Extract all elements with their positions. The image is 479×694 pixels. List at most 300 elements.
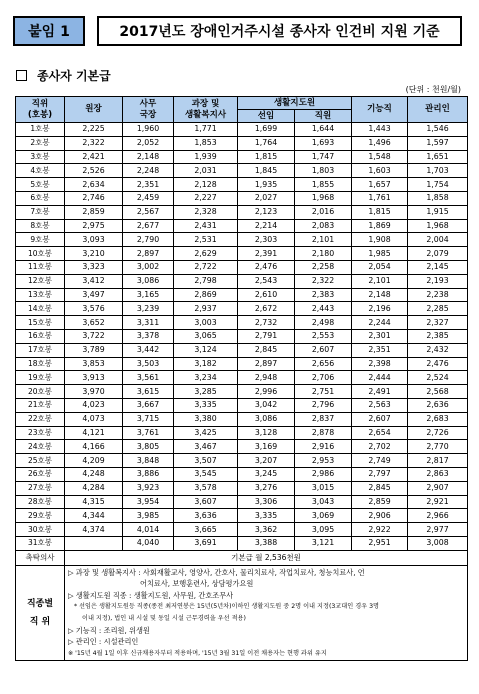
grade-cell: 12호봉 (16, 274, 65, 288)
salary-cell: 4,073 (65, 412, 123, 426)
salary-cell: 3,667 (123, 398, 174, 412)
header-secretary: 사무 국장 (123, 97, 174, 123)
grade-cell: 22호봉 (16, 412, 65, 426)
table-row (16, 536, 468, 550)
salary-cell: 2,791 (238, 329, 295, 343)
salary-cell: 4,248 (65, 467, 123, 481)
salary-cell: 2,702 (352, 440, 408, 454)
salary-cell: 1,747 (295, 150, 352, 164)
salary-cell: 3,003 (174, 316, 238, 330)
salary-cell: 2,837 (295, 412, 352, 426)
salary-cell: 2,101 (352, 274, 408, 288)
header-technical: 기능직 (352, 97, 408, 123)
salary-cell: 2,444 (352, 371, 408, 385)
grade-cell: 9호봉 (16, 233, 65, 247)
salary-cell: 2,797 (352, 467, 408, 481)
salary-cell: 3,210 (65, 247, 123, 261)
salary-cell: 2,656 (295, 357, 352, 371)
salary-cell: 2,845 (352, 481, 408, 495)
salary-cell: 3,467 (174, 440, 238, 454)
salary-cell: 2,459 (123, 191, 174, 205)
salary-cell: 3,442 (123, 343, 174, 357)
description-label: 직종별 직 위 (16, 565, 65, 661)
salary-cell: 2,553 (295, 329, 352, 343)
desc-line: ※ '15년 4월 1일 이후 신규채용자부터 적용하며, '15년 3월 31일 이전 채용자는 현행 과위 유지 (68, 649, 327, 657)
desc-line: 어치료사, 보행훈련사, 상담평가요원 (140, 579, 254, 589)
table-row (16, 481, 468, 495)
salary-cell: 3,636 (174, 509, 238, 523)
salary-cell: 2,322 (65, 136, 123, 150)
salary-cell: 3,576 (65, 302, 123, 316)
salary-cell: 2,079 (408, 247, 468, 261)
salary-cell: 2,145 (408, 260, 468, 274)
salary-cell: 1,754 (408, 178, 468, 192)
salary-cell: 3,561 (123, 371, 174, 385)
salary-cell: 2,897 (238, 357, 295, 371)
table-row (16, 233, 468, 247)
salary-cell: 2,796 (295, 398, 352, 412)
salary-cell: 3,311 (123, 316, 174, 330)
salary-cell: 2,897 (123, 247, 174, 261)
attachment-tag: 붙임 1 (13, 16, 85, 46)
table-row (16, 164, 468, 178)
salary-cell: 2,906 (352, 509, 408, 523)
salary-cell: 3,086 (123, 274, 174, 288)
table-row (16, 343, 468, 357)
salary-cell: 2,148 (352, 288, 408, 302)
salary-cell: 2,303 (238, 233, 295, 247)
salary-cell: 4,209 (65, 454, 123, 468)
salary-cell: 1,960 (123, 123, 174, 137)
salary-cell: 2,863 (408, 467, 468, 481)
salary-cell: 2,672 (238, 302, 295, 316)
salary-cell: 1,853 (174, 136, 238, 150)
salary-cell: 2,845 (238, 343, 295, 357)
salary-cell: 2,498 (295, 316, 352, 330)
salary-cell: 2,083 (295, 219, 352, 233)
salary-cell: 1,651 (408, 150, 468, 164)
table-row (16, 357, 468, 371)
table-row (16, 123, 468, 137)
salary-cell: 3,335 (238, 509, 295, 523)
salary-cell: 1,657 (352, 178, 408, 192)
table-row (16, 426, 468, 440)
grade-cell: 3호봉 (16, 150, 65, 164)
salary-cell: 1,845 (238, 164, 295, 178)
salary-cell: 2,916 (295, 440, 352, 454)
salary-cell: 4,014 (123, 523, 174, 537)
salary-cell: 2,722 (174, 260, 238, 274)
salary-cell: 2,563 (352, 398, 408, 412)
salary-table-body (16, 123, 468, 551)
salary-cell: 4,040 (123, 536, 174, 550)
salary-cell: 1,548 (352, 150, 408, 164)
salary-cell: 2,567 (123, 205, 174, 219)
salary-cell: 2,421 (65, 150, 123, 164)
table-row (16, 205, 468, 219)
salary-cell: 1,496 (352, 136, 408, 150)
salary-cell: 4,284 (65, 481, 123, 495)
salary-cell: 2,351 (352, 343, 408, 357)
salary-cell: 2,123 (238, 205, 295, 219)
salary-cell: 1,644 (295, 123, 352, 137)
salary-cell: 3,615 (123, 385, 174, 399)
salary-cell: 2,432 (408, 343, 468, 357)
grade-cell: 7호봉 (16, 205, 65, 219)
desc-line: ▷ 과장 및 생활복지사 : 사회재활교사, 영양사, 간호사, 물리치료사, 작업치료사, 청능치료사, 언 (68, 567, 365, 577)
salary-cell: 2,238 (408, 288, 468, 302)
table-row (16, 454, 468, 468)
section-title: 종사자 기본급 (37, 69, 111, 83)
salary-cell: 2,568 (408, 385, 468, 399)
salary-cell: 2,258 (295, 260, 352, 274)
salary-cell: 1,915 (408, 205, 468, 219)
salary-cell: 2,443 (295, 302, 352, 316)
salary-cell: 3,245 (238, 467, 295, 481)
salary-cell: 4,344 (65, 509, 123, 523)
salary-cell: 3,285 (174, 385, 238, 399)
salary-cell: 2,248 (123, 164, 174, 178)
table-row (16, 288, 468, 302)
salary-cell: 2,328 (174, 205, 238, 219)
grade-cell: 19호봉 (16, 371, 65, 385)
salary-cell: 2,543 (238, 274, 295, 288)
grade-cell: 6호봉 (16, 191, 65, 205)
salary-cell (65, 536, 123, 550)
section-heading (16, 67, 111, 84)
header-life-teacher: 생활지도원 (238, 97, 352, 110)
salary-cell: 3,065 (174, 329, 238, 343)
salary-cell: 1,935 (238, 178, 295, 192)
salary-cell: 3,886 (123, 467, 174, 481)
salary-cell: 2,385 (408, 329, 468, 343)
salary-cell: 1,815 (352, 205, 408, 219)
salary-cell: 2,907 (408, 481, 468, 495)
salary-cell: 3,380 (174, 412, 238, 426)
salary-cell: 3,378 (123, 329, 174, 343)
salary-cell: 1,815 (238, 150, 295, 164)
salary-cell: 2,921 (408, 495, 468, 509)
grade-cell: 29호봉 (16, 509, 65, 523)
salary-cell: 3,853 (65, 357, 123, 371)
table-row (16, 219, 468, 233)
salary-cell: 4,315 (65, 495, 123, 509)
salary-cell: 2,996 (238, 385, 295, 399)
salary-cell: 2,225 (65, 123, 123, 137)
salary-cell: 4,166 (65, 440, 123, 454)
table-row (16, 440, 468, 454)
table-row (16, 495, 468, 509)
salary-cell: 3,545 (174, 467, 238, 481)
table-row (16, 302, 468, 316)
salary-cell: 3,239 (123, 302, 174, 316)
salary-cell: 1,855 (295, 178, 352, 192)
salary-cell: 2,285 (408, 302, 468, 316)
salary-cell: 4,121 (65, 426, 123, 440)
desc-line: ▷ 기능직 : 조리원, 위생원 (68, 625, 150, 635)
salary-cell: 2,869 (174, 288, 238, 302)
table-row (16, 523, 468, 537)
unit-label: (단위 : 천원/월) (405, 85, 461, 94)
salary-cell: 1,771 (174, 123, 238, 137)
salary-cell: 3,761 (123, 426, 174, 440)
grade-cell: 30호봉 (16, 523, 65, 537)
salary-cell: 2,524 (408, 371, 468, 385)
salary-cell: 2,986 (295, 467, 352, 481)
salary-cell: 2,607 (295, 343, 352, 357)
salary-cell: 3,388 (238, 536, 295, 550)
document-title: 2017년도 장애인거주시설 종사자 인건비 지원 기준 (97, 16, 462, 46)
salary-cell: 3,954 (123, 495, 174, 509)
salary-cell: 2,726 (408, 426, 468, 440)
header-admin: 관리인 (408, 97, 468, 123)
salary-cell: 3,578 (174, 481, 238, 495)
salary-cell: 3,008 (408, 536, 468, 550)
grade-cell: 25호봉 (16, 454, 65, 468)
salary-cell: 2,476 (408, 357, 468, 371)
salary-cell: 2,004 (408, 233, 468, 247)
grade-cell: 18호봉 (16, 357, 65, 371)
salary-cell: 3,306 (238, 495, 295, 509)
salary-cell: 2,948 (238, 371, 295, 385)
salary-cell: 1,968 (295, 191, 352, 205)
table-row (16, 412, 468, 426)
salary-cell: 2,383 (295, 288, 352, 302)
salary-cell: 3,121 (295, 536, 352, 550)
salary-cell: 3,165 (123, 288, 174, 302)
table-row (16, 509, 468, 523)
salary-cell: 3,722 (65, 329, 123, 343)
salary-cell: 3,503 (123, 357, 174, 371)
salary-cell: 2,607 (352, 412, 408, 426)
salary-cell: 2,054 (352, 260, 408, 274)
salary-cell: 2,531 (174, 233, 238, 247)
table-row (16, 371, 468, 385)
grade-cell: 20호봉 (16, 385, 65, 399)
salary-cell: 2,683 (408, 412, 468, 426)
desc-line: ▷ 관리인 : 시설관리인 (68, 637, 139, 647)
salary-cell: 2,052 (123, 136, 174, 150)
salary-cell: 2,677 (123, 219, 174, 233)
table-row (16, 191, 468, 205)
salary-cell: 3,169 (238, 440, 295, 454)
salary-cell: 3,128 (238, 426, 295, 440)
salary-cell: 2,937 (174, 302, 238, 316)
salary-cell: 2,654 (352, 426, 408, 440)
salary-cell: 3,970 (65, 385, 123, 399)
salary-cell: 1,803 (295, 164, 352, 178)
salary-cell: 2,629 (174, 247, 238, 261)
desc-line: * 선임은 생활지도원등 직종(종전 최저연봉은 15년(5년차)이하인 생활지도원 중 2명 이내 지정(3교대인 경우 3명 (74, 603, 380, 611)
salary-cell: 4,023 (65, 398, 123, 412)
salary-cell: 1,985 (352, 247, 408, 261)
salary-cell: 2,636 (408, 398, 468, 412)
salary-cell: 2,244 (352, 316, 408, 330)
salary-cell: 2,770 (408, 440, 468, 454)
salary-cell: 3,234 (174, 371, 238, 385)
salary-cell: 3,665 (174, 523, 238, 537)
grade-cell: 14호봉 (16, 302, 65, 316)
table-row (16, 385, 468, 399)
salary-cell: 3,923 (123, 481, 174, 495)
salary-cell: 3,607 (174, 495, 238, 509)
salary-cell: 1,443 (352, 123, 408, 137)
salary-cell: 2,491 (352, 385, 408, 399)
salary-cell: 3,507 (174, 454, 238, 468)
description-cell (65, 565, 468, 661)
salary-cell: 3,086 (238, 412, 295, 426)
salary-cell: 2,878 (295, 426, 352, 440)
salary-cell: 2,706 (295, 371, 352, 385)
salary-cell: 1,764 (238, 136, 295, 150)
salary-cell: 2,817 (408, 454, 468, 468)
salary-cell: 1,908 (352, 233, 408, 247)
salary-cell: 2,953 (295, 454, 352, 468)
table-row (16, 316, 468, 330)
table-row (16, 178, 468, 192)
salary-cell: 3,362 (238, 523, 295, 537)
grade-cell: 21호봉 (16, 398, 65, 412)
salary-cell: 2,027 (238, 191, 295, 205)
grade-cell: 2호봉 (16, 136, 65, 150)
table-row (16, 150, 468, 164)
salary-cell: 2,016 (295, 205, 352, 219)
salary-table (15, 96, 468, 661)
salary-cell: 3,069 (295, 509, 352, 523)
salary-cell: 2,634 (65, 178, 123, 192)
salary-cell: 2,966 (408, 509, 468, 523)
grade-cell: 8호봉 (16, 219, 65, 233)
grade-cell: 31호봉 (16, 536, 65, 550)
salary-cell: 3,042 (238, 398, 295, 412)
salary-cell: 3,323 (65, 260, 123, 274)
special-value: 기본급 월 2,536천원 (65, 550, 468, 565)
salary-cell: 2,301 (352, 329, 408, 343)
salary-cell: 2,327 (408, 316, 468, 330)
salary-cell: 2,227 (174, 191, 238, 205)
desc-line: ▷ 생활지도원 직종 : 생활지도원, 사무원, 간호조무사 (68, 590, 234, 600)
salary-cell: 2,351 (123, 178, 174, 192)
salary-cell: 3,691 (174, 536, 238, 550)
salary-cell: 3,002 (123, 260, 174, 274)
salary-cell: 3,412 (65, 274, 123, 288)
salary-cell: 2,859 (65, 205, 123, 219)
salary-cell: 2,610 (238, 288, 295, 302)
header-manager: 과장 및 생활복지사 (174, 97, 238, 123)
salary-cell: 2,922 (352, 523, 408, 537)
salary-cell: 3,335 (174, 398, 238, 412)
salary-cell: 2,751 (295, 385, 352, 399)
salary-cell: 2,798 (174, 274, 238, 288)
salary-cell: 3,093 (65, 233, 123, 247)
salary-cell: 1,703 (408, 164, 468, 178)
table-row (16, 260, 468, 274)
salary-cell: 2,214 (238, 219, 295, 233)
salary-cell: 2,193 (408, 274, 468, 288)
special-row (16, 550, 468, 565)
salary-cell: 3,124 (174, 343, 238, 357)
salary-cell: 2,732 (238, 316, 295, 330)
header-director: 원장 (65, 97, 123, 123)
table-row (16, 398, 468, 412)
salary-cell: 4,374 (65, 523, 123, 537)
salary-cell: 2,790 (123, 233, 174, 247)
salary-cell: 2,746 (65, 191, 123, 205)
square-bullet-icon (16, 70, 27, 81)
salary-cell: 1,546 (408, 123, 468, 137)
table-row (16, 247, 468, 261)
salary-cell: 3,715 (123, 412, 174, 426)
salary-cell: 3,805 (123, 440, 174, 454)
description-row (16, 565, 468, 661)
salary-cell: 1,858 (408, 191, 468, 205)
salary-cell: 2,526 (65, 164, 123, 178)
salary-cell: 2,398 (352, 357, 408, 371)
salary-cell: 2,749 (352, 454, 408, 468)
salary-cell: 3,848 (123, 454, 174, 468)
grade-cell: 4호봉 (16, 164, 65, 178)
grade-cell: 15호봉 (16, 316, 65, 330)
grade-cell: 27호봉 (16, 481, 65, 495)
table-row (16, 274, 468, 288)
salary-cell: 2,476 (238, 260, 295, 274)
salary-cell: 1,939 (174, 150, 238, 164)
document-header (13, 16, 462, 46)
salary-cell: 2,391 (238, 247, 295, 261)
desc-line: 이내 지정), 법인 내 시설 및 동일 시설 근무경력을 우선 적용) (82, 615, 246, 623)
grade-cell: 23호봉 (16, 426, 65, 440)
salary-cell: 3,276 (238, 481, 295, 495)
salary-cell: 3,913 (65, 371, 123, 385)
salary-cell: 2,977 (408, 523, 468, 537)
table-row (16, 329, 468, 343)
salary-cell: 2,951 (352, 536, 408, 550)
grade-cell: 13호봉 (16, 288, 65, 302)
grade-cell: 11호봉 (16, 260, 65, 274)
salary-cell: 1,968 (408, 219, 468, 233)
salary-cell: 2,322 (295, 274, 352, 288)
grade-cell: 24호봉 (16, 440, 65, 454)
grade-cell: 1호봉 (16, 123, 65, 137)
salary-cell: 3,207 (238, 454, 295, 468)
header-grade: 직위 (호봉) (16, 97, 65, 123)
salary-cell: 1,597 (408, 136, 468, 150)
salary-cell: 3,497 (65, 288, 123, 302)
salary-cell: 3,095 (295, 523, 352, 537)
special-label: 촉탁의사 (16, 550, 65, 565)
grade-cell: 10호봉 (16, 247, 65, 261)
salary-cell: 3,015 (295, 481, 352, 495)
table-row (16, 136, 468, 150)
grade-cell: 16호봉 (16, 329, 65, 343)
grade-cell: 28호봉 (16, 495, 65, 509)
grade-cell: 17호봉 (16, 343, 65, 357)
salary-cell: 2,148 (123, 150, 174, 164)
header-senior: 선임 (238, 110, 295, 123)
salary-cell: 3,652 (65, 316, 123, 330)
salary-cell: 2,859 (352, 495, 408, 509)
salary-cell: 2,128 (174, 178, 238, 192)
grade-cell: 26호봉 (16, 467, 65, 481)
salary-cell: 3,789 (65, 343, 123, 357)
salary-cell: 2,180 (295, 247, 352, 261)
salary-cell: 3,043 (295, 495, 352, 509)
salary-cell: 1,693 (295, 136, 352, 150)
salary-cell: 1,699 (238, 123, 295, 137)
salary-cell: 2,196 (352, 302, 408, 316)
salary-cell: 2,031 (174, 164, 238, 178)
salary-cell: 3,985 (123, 509, 174, 523)
